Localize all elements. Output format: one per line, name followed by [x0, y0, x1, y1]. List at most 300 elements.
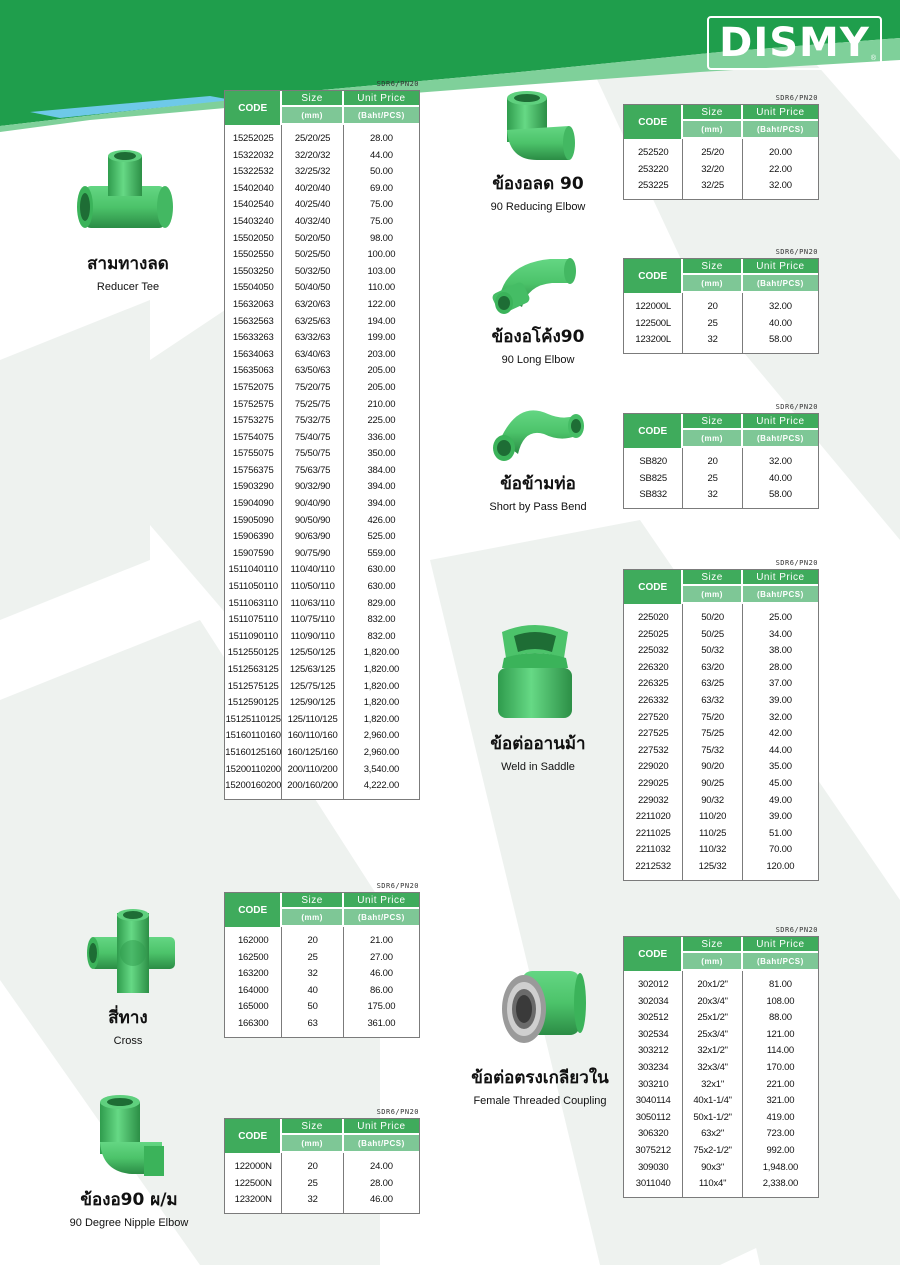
size-cell: 32/25: [701, 180, 724, 192]
size-header: [683, 937, 742, 971]
price-cell: 426.00: [367, 514, 396, 526]
code-cell: 2212532: [635, 860, 671, 872]
threaded-coupling-name-th: ข้อต่อตรงเกลียวใน: [471, 1068, 609, 1088]
size-cell: 32x3/4": [697, 1061, 728, 1073]
code-cell: 15403240: [232, 215, 274, 227]
code-column: [225, 927, 282, 1037]
reducing-elbow-table: [623, 94, 819, 200]
table-body: [225, 1153, 419, 1213]
code-cell: 15125110125: [225, 713, 281, 725]
code-header: CODE: [624, 937, 683, 971]
weld-saddle-label: [476, 730, 600, 773]
code-cell: 253225: [637, 180, 669, 192]
price-header-unit: (Baht/PCS): [743, 430, 818, 446]
code-cell: 1511063110: [228, 597, 278, 609]
size-cell: 32x1": [701, 1078, 725, 1090]
price-cell: 75.00: [370, 199, 393, 211]
code-cell: 227532: [637, 744, 669, 756]
price-header: [344, 91, 419, 125]
size-cell: 25: [307, 951, 318, 963]
price-header: [743, 414, 818, 448]
code-cell: 15200110200: [225, 763, 281, 775]
code-cell: 122000L: [635, 301, 671, 312]
size-cell: 40/32/40: [294, 215, 331, 227]
code-cell: 15160110160: [225, 730, 281, 742]
price-cell: 194.00: [367, 315, 396, 327]
price-cell: 25.00: [769, 612, 792, 623]
code-header: CODE: [624, 570, 683, 604]
price-cell: 1,820.00: [363, 647, 400, 659]
size-cell: 90/25: [701, 777, 724, 789]
price-cell: 38.00: [769, 645, 792, 657]
size-cell: 40: [307, 984, 318, 996]
price-cell: 28.00: [370, 133, 393, 144]
price-cell: 32.00: [769, 711, 792, 723]
size-cell: 75/63/75: [294, 464, 331, 476]
price-cell: 49.00: [769, 794, 792, 806]
price-cell: 122.00: [367, 298, 396, 310]
code-cell: 15402540: [232, 199, 274, 211]
price-column: [743, 448, 818, 508]
size-header-label: Size: [683, 259, 740, 275]
price-cell: 321.00: [766, 1095, 795, 1107]
price-cell: 40.00: [769, 317, 792, 329]
code-cell: 3050112: [635, 1111, 671, 1123]
code-cell: 15503250: [232, 265, 274, 277]
long-elbow-name-th: ข้องอโค้ง90: [491, 327, 585, 347]
price-cell: 86.00: [370, 984, 393, 996]
size-cell: 90/32: [701, 794, 724, 806]
price-cell: 37.00: [769, 678, 792, 690]
size-header-unit: (mm): [683, 953, 740, 969]
price-cell: 205.00: [367, 381, 396, 393]
size-cell: 25: [707, 317, 718, 329]
size-header-unit: (mm): [282, 107, 341, 123]
size-cell: 90/63/90: [294, 531, 331, 543]
size-cell: 110/50/110: [290, 581, 335, 593]
price-cell: 44.00: [769, 744, 792, 756]
size-cell: 75/20: [701, 711, 724, 723]
code-cell: 15322032: [232, 149, 274, 161]
code-header: CODE: [624, 259, 683, 293]
reducer-tee-table: [224, 80, 420, 800]
code-cell: 226325: [637, 678, 669, 690]
code-cell: 15322532: [232, 166, 274, 178]
size-cell: 200/110/200: [287, 763, 338, 775]
size-cell: 25/20/25: [294, 133, 331, 144]
price-cell: 419.00: [766, 1111, 795, 1123]
price-cell: 42.00: [769, 728, 792, 740]
code-cell: 1512590125: [227, 697, 279, 709]
code-cell: 122500N: [234, 1177, 272, 1189]
size-cell: 160/110/160: [287, 730, 338, 742]
cross-name-th: สี่ทาง: [108, 1008, 148, 1028]
code-cell: 2211020: [635, 811, 671, 823]
code-cell: 165000: [237, 1001, 269, 1013]
size-cell: 160/125/160: [287, 746, 338, 758]
size-cell: 50x1-1/2": [693, 1111, 732, 1123]
code-cell: 229032: [637, 794, 669, 806]
long-elbow-table: [623, 248, 819, 354]
price-cell: 175.00: [367, 1001, 396, 1013]
size-cell: 25/20: [701, 147, 724, 158]
size-cell: 20x1/2": [697, 979, 728, 990]
code-cell: 229020: [637, 761, 669, 773]
price-cell: 88.00: [769, 1012, 792, 1024]
size-cell: 110/63/110: [290, 597, 335, 609]
threaded-coupling-label: [466, 1064, 614, 1107]
price-cell: 1,820.00: [363, 680, 400, 692]
code-cell: 303234: [637, 1061, 669, 1073]
size-cell: 90/50/90: [294, 514, 331, 526]
code-cell: 1512550125: [227, 647, 279, 659]
price-cell: 21.00: [370, 935, 393, 946]
price-cell: 69.00: [370, 182, 393, 194]
size-header-label: Size: [282, 1119, 341, 1135]
price-cell: 832.00: [367, 614, 396, 626]
bypass-bend-name-th: ข้อข้ามท่อ: [500, 474, 576, 494]
threaded-coupling-name-en: Female Threaded Coupling: [473, 1095, 607, 1107]
code-cell: 15906390: [232, 531, 274, 543]
code-cell: 226320: [637, 661, 669, 673]
code-cell: 15752075: [232, 381, 274, 393]
code-cell: 15632063: [232, 298, 274, 310]
size-cell: 75x2-1/2": [693, 1144, 732, 1156]
long-elbow-label: [476, 323, 600, 366]
price-cell: 2,338.00: [762, 1178, 799, 1190]
price-header-unit: (Baht/PCS): [344, 909, 419, 925]
size-header-unit: (mm): [683, 586, 740, 602]
price-header-label: Unit Price: [344, 893, 419, 909]
sdr-pn-note: SDR6/PN20: [376, 882, 419, 890]
table-header: [624, 105, 818, 139]
size-column: [282, 1153, 343, 1213]
code-cell: 15502050: [232, 232, 274, 244]
brand-name: DISMY: [719, 20, 870, 66]
code-header: CODE: [225, 91, 282, 125]
price-cell: 40.00: [769, 472, 792, 484]
size-cell: 75/32/75: [294, 415, 331, 427]
code-cell: 302034: [637, 995, 669, 1007]
code-cell: 1511090110: [228, 630, 278, 642]
code-cell: 225020: [637, 612, 669, 623]
size-cell: 50/40/50: [294, 282, 331, 294]
code-cell: 122000N: [234, 1161, 272, 1172]
size-cell: 32: [307, 1194, 318, 1206]
sdr-pn-note: SDR6/PN20: [775, 403, 818, 411]
size-cell: 125/110/125: [287, 713, 338, 725]
table-body: [624, 448, 818, 508]
price-cell: 630.00: [367, 581, 396, 593]
size-cell: 63/50/63: [294, 365, 331, 377]
price-cell: 70.00: [769, 844, 792, 856]
code-cell: 15907590: [232, 547, 274, 559]
table-header: [225, 91, 419, 125]
price-cell: 46.00: [370, 968, 393, 980]
size-column: [282, 125, 343, 799]
bypass-bend-image: [488, 392, 588, 467]
price-cell: 4,222.00: [363, 780, 400, 792]
size-header-unit: (mm): [282, 909, 341, 925]
size-cell: 50/32/50: [294, 265, 331, 277]
price-cell: 559.00: [367, 547, 396, 559]
price-cell: 361.00: [367, 1017, 396, 1029]
code-column: [624, 971, 683, 1197]
code-cell: 164000: [237, 984, 269, 996]
registered-mark: ®: [870, 55, 876, 62]
code-cell: 252520: [637, 147, 669, 158]
price-cell: 51.00: [769, 827, 792, 839]
table-body: [624, 971, 818, 1197]
size-cell: 90/32/90: [294, 481, 331, 493]
code-cell: SB832: [639, 489, 667, 501]
size-cell: 200/160/200: [287, 780, 338, 792]
price-cell: 394.00: [367, 498, 396, 510]
code-cell: 123200N: [234, 1194, 272, 1206]
size-cell: 90/20: [701, 761, 724, 773]
code-cell: 15160125160: [225, 746, 282, 758]
code-cell: 123200L: [635, 334, 671, 346]
size-header-label: Size: [683, 105, 740, 121]
code-cell: 1511040110: [228, 564, 278, 576]
sdr-pn-note: SDR6/PN20: [775, 248, 818, 256]
price-header: [344, 1119, 419, 1153]
code-column: [225, 1153, 282, 1213]
size-header: [683, 105, 742, 139]
size-cell: 25: [707, 472, 718, 484]
price-cell: 1,948.00: [762, 1161, 799, 1173]
code-cell: 15752575: [232, 398, 274, 410]
price-cell: 28.00: [769, 661, 792, 673]
price-column: [344, 1153, 419, 1213]
code-cell: SB820: [639, 456, 667, 467]
code-cell: 166300: [237, 1017, 269, 1029]
table-header: [225, 893, 419, 927]
nipple-elbow-table: [224, 1108, 420, 1214]
code-cell: 3040114: [635, 1095, 671, 1107]
size-cell: 63/32/63: [294, 332, 331, 344]
table-body: [624, 604, 818, 880]
price-cell: 203.00: [367, 348, 396, 360]
reducing-elbow-name-th: ข้องอลด 90: [492, 174, 584, 194]
size-cell: 90/40/90: [294, 498, 331, 510]
size-header: [282, 1119, 343, 1153]
code-header: CODE: [624, 105, 683, 139]
threaded-coupling-table: [623, 926, 819, 1198]
price-cell: 39.00: [769, 811, 792, 823]
size-cell: 63x2": [701, 1128, 725, 1140]
size-cell: 75/32: [701, 744, 724, 756]
long-elbow-name-en: 90 Long Elbow: [501, 354, 575, 366]
size-cell: 20: [707, 456, 718, 467]
price-cell: 100.00: [367, 249, 396, 261]
weld-saddle-image: [490, 618, 580, 723]
size-cell: 63/32: [701, 694, 724, 706]
table-header: [624, 570, 818, 604]
sdr-pn-note: SDR6/PN20: [376, 80, 419, 88]
brand-logo: [707, 16, 882, 70]
price-cell: 32.00: [769, 301, 792, 312]
cross-name-en: Cross: [113, 1035, 143, 1047]
weld-saddle-name-en: Weld in Saddle: [501, 761, 575, 773]
price-cell: 210.00: [367, 398, 396, 410]
code-cell: 226332: [637, 694, 669, 706]
size-cell: 40/25/40: [294, 199, 331, 211]
price-column: [743, 293, 818, 353]
price-header: [743, 105, 818, 139]
price-cell: 75.00: [370, 215, 393, 227]
size-column: [683, 448, 742, 508]
price-column: [344, 927, 419, 1037]
code-header: CODE: [225, 1119, 282, 1153]
code-column: [624, 293, 683, 353]
size-header-unit: (mm): [683, 275, 740, 291]
price-header-label: Unit Price: [344, 1119, 419, 1135]
reducer-tee-name-th: สามทางลด: [87, 254, 169, 274]
price-header-label: Unit Price: [743, 570, 818, 586]
price-header-unit: (Baht/PCS): [743, 586, 818, 602]
table-body: [624, 139, 818, 199]
price-cell: 34.00: [769, 628, 792, 640]
nipple-elbow-label: [56, 1186, 202, 1229]
price-header: [743, 937, 818, 971]
price-cell: 20.00: [769, 147, 792, 158]
size-cell: 110/25: [699, 827, 727, 839]
reducing-elbow-name-en: 90 Reducing Elbow: [490, 201, 586, 213]
code-cell: 1511050110: [228, 581, 278, 593]
sdr-pn-note: SDR6/PN20: [775, 926, 818, 934]
code-cell: 15634063: [232, 348, 274, 360]
size-cell: 125/32: [698, 860, 727, 872]
price-cell: 199.00: [367, 332, 396, 344]
price-cell: 22.00: [769, 163, 792, 175]
size-column: [683, 139, 742, 199]
code-cell: 15755075: [232, 448, 274, 460]
code-cell: 309030: [637, 1161, 669, 1173]
size-cell: 63/25: [701, 678, 724, 690]
code-column: [225, 125, 282, 799]
price-cell: 221.00: [766, 1078, 795, 1090]
size-cell: 50/20: [701, 612, 724, 623]
price-cell: 1,820.00: [363, 713, 400, 725]
size-cell: 125/50/125: [289, 647, 336, 659]
price-cell: 50.00: [370, 166, 393, 178]
price-cell: 32.00: [769, 180, 792, 192]
size-cell: 40/20/40: [294, 182, 331, 194]
price-cell: 384.00: [367, 464, 396, 476]
size-header-label: Size: [683, 570, 740, 586]
code-cell: 15635063: [232, 365, 274, 377]
table-header: [624, 414, 818, 448]
table-header: [624, 259, 818, 293]
size-cell: 110/90/110: [290, 630, 335, 642]
size-cell: 20x3/4": [697, 995, 728, 1007]
code-cell: 302512: [637, 1012, 669, 1024]
reducing-elbow-image: [497, 90, 577, 165]
code-cell: 163200: [237, 968, 269, 980]
sdr-pn-note: SDR6/PN20: [376, 1108, 419, 1116]
size-cell: 32x1/2": [697, 1045, 728, 1057]
size-cell: 125/75/125: [289, 680, 336, 692]
code-cell: 122500L: [635, 317, 671, 329]
reducing-elbow-label: [476, 170, 600, 213]
sdr-pn-note: SDR6/PN20: [775, 94, 818, 102]
price-cell: 39.00: [769, 694, 792, 706]
size-cell: 32: [307, 968, 318, 980]
size-cell: 63: [307, 1017, 318, 1029]
code-cell: 15905090: [232, 514, 274, 526]
nipple-elbow-name-th: ข้องอ90 ผ/ม: [80, 1190, 178, 1210]
price-cell: 1,820.00: [363, 697, 400, 709]
price-column: [743, 604, 818, 880]
code-cell: 15756375: [232, 464, 274, 476]
code-cell: 15502550: [232, 249, 274, 261]
size-cell: 63/20/63: [294, 298, 331, 310]
size-cell: 63/25/63: [294, 315, 331, 327]
price-cell: 2,960.00: [363, 746, 400, 758]
size-cell: 90x3": [701, 1161, 725, 1173]
price-cell: 81.00: [769, 979, 792, 990]
price-cell: 58.00: [769, 334, 792, 346]
size-column: [683, 293, 742, 353]
table-body: [225, 125, 419, 799]
size-cell: 90/75/90: [294, 547, 331, 559]
price-cell: 205.00: [367, 365, 396, 377]
code-column: [624, 139, 683, 199]
size-column: [282, 927, 343, 1037]
price-cell: 98.00: [370, 232, 393, 244]
code-cell: 15504050: [232, 282, 274, 294]
code-cell: 225032: [637, 645, 669, 657]
code-cell: 227525: [637, 728, 669, 740]
size-cell: 75/50/75: [294, 448, 331, 460]
price-cell: 35.00: [769, 761, 792, 773]
price-header: [743, 259, 818, 293]
code-cell: 229025: [637, 777, 669, 789]
price-cell: 832.00: [367, 630, 396, 642]
size-header-label: Size: [683, 937, 740, 953]
price-cell: 58.00: [769, 489, 792, 501]
price-cell: 1,820.00: [363, 664, 400, 675]
table-header: [225, 1119, 419, 1153]
price-cell: 225.00: [367, 415, 396, 427]
price-header: [743, 570, 818, 604]
price-cell: 350.00: [367, 448, 396, 460]
size-cell: 40x1-1/4": [693, 1095, 732, 1107]
code-cell: 15754075: [232, 431, 274, 443]
price-column: [743, 971, 818, 1197]
size-cell: 50/25: [701, 628, 724, 640]
size-cell: 75/25/75: [294, 398, 331, 410]
price-cell: 121.00: [766, 1028, 795, 1040]
price-cell: 525.00: [367, 531, 396, 543]
size-cell: 110/40/110: [290, 564, 335, 576]
price-header-unit: (Baht/PCS): [344, 107, 419, 123]
size-header-unit: (mm): [683, 121, 740, 137]
price-cell: 45.00: [769, 777, 792, 789]
code-cell: 306320: [637, 1128, 669, 1140]
price-cell: 27.00: [370, 951, 393, 963]
size-cell: 110/75/110: [290, 614, 335, 626]
size-header-label: Size: [282, 893, 341, 909]
price-cell: 28.00: [370, 1177, 393, 1189]
price-cell: 44.00: [370, 149, 393, 161]
bypass-bend-table: [623, 403, 819, 509]
size-cell: 50: [307, 1001, 318, 1013]
size-cell: 50/20/50: [294, 232, 331, 244]
size-cell: 50/25/50: [294, 249, 331, 261]
reducer-tee-label: [66, 250, 190, 293]
